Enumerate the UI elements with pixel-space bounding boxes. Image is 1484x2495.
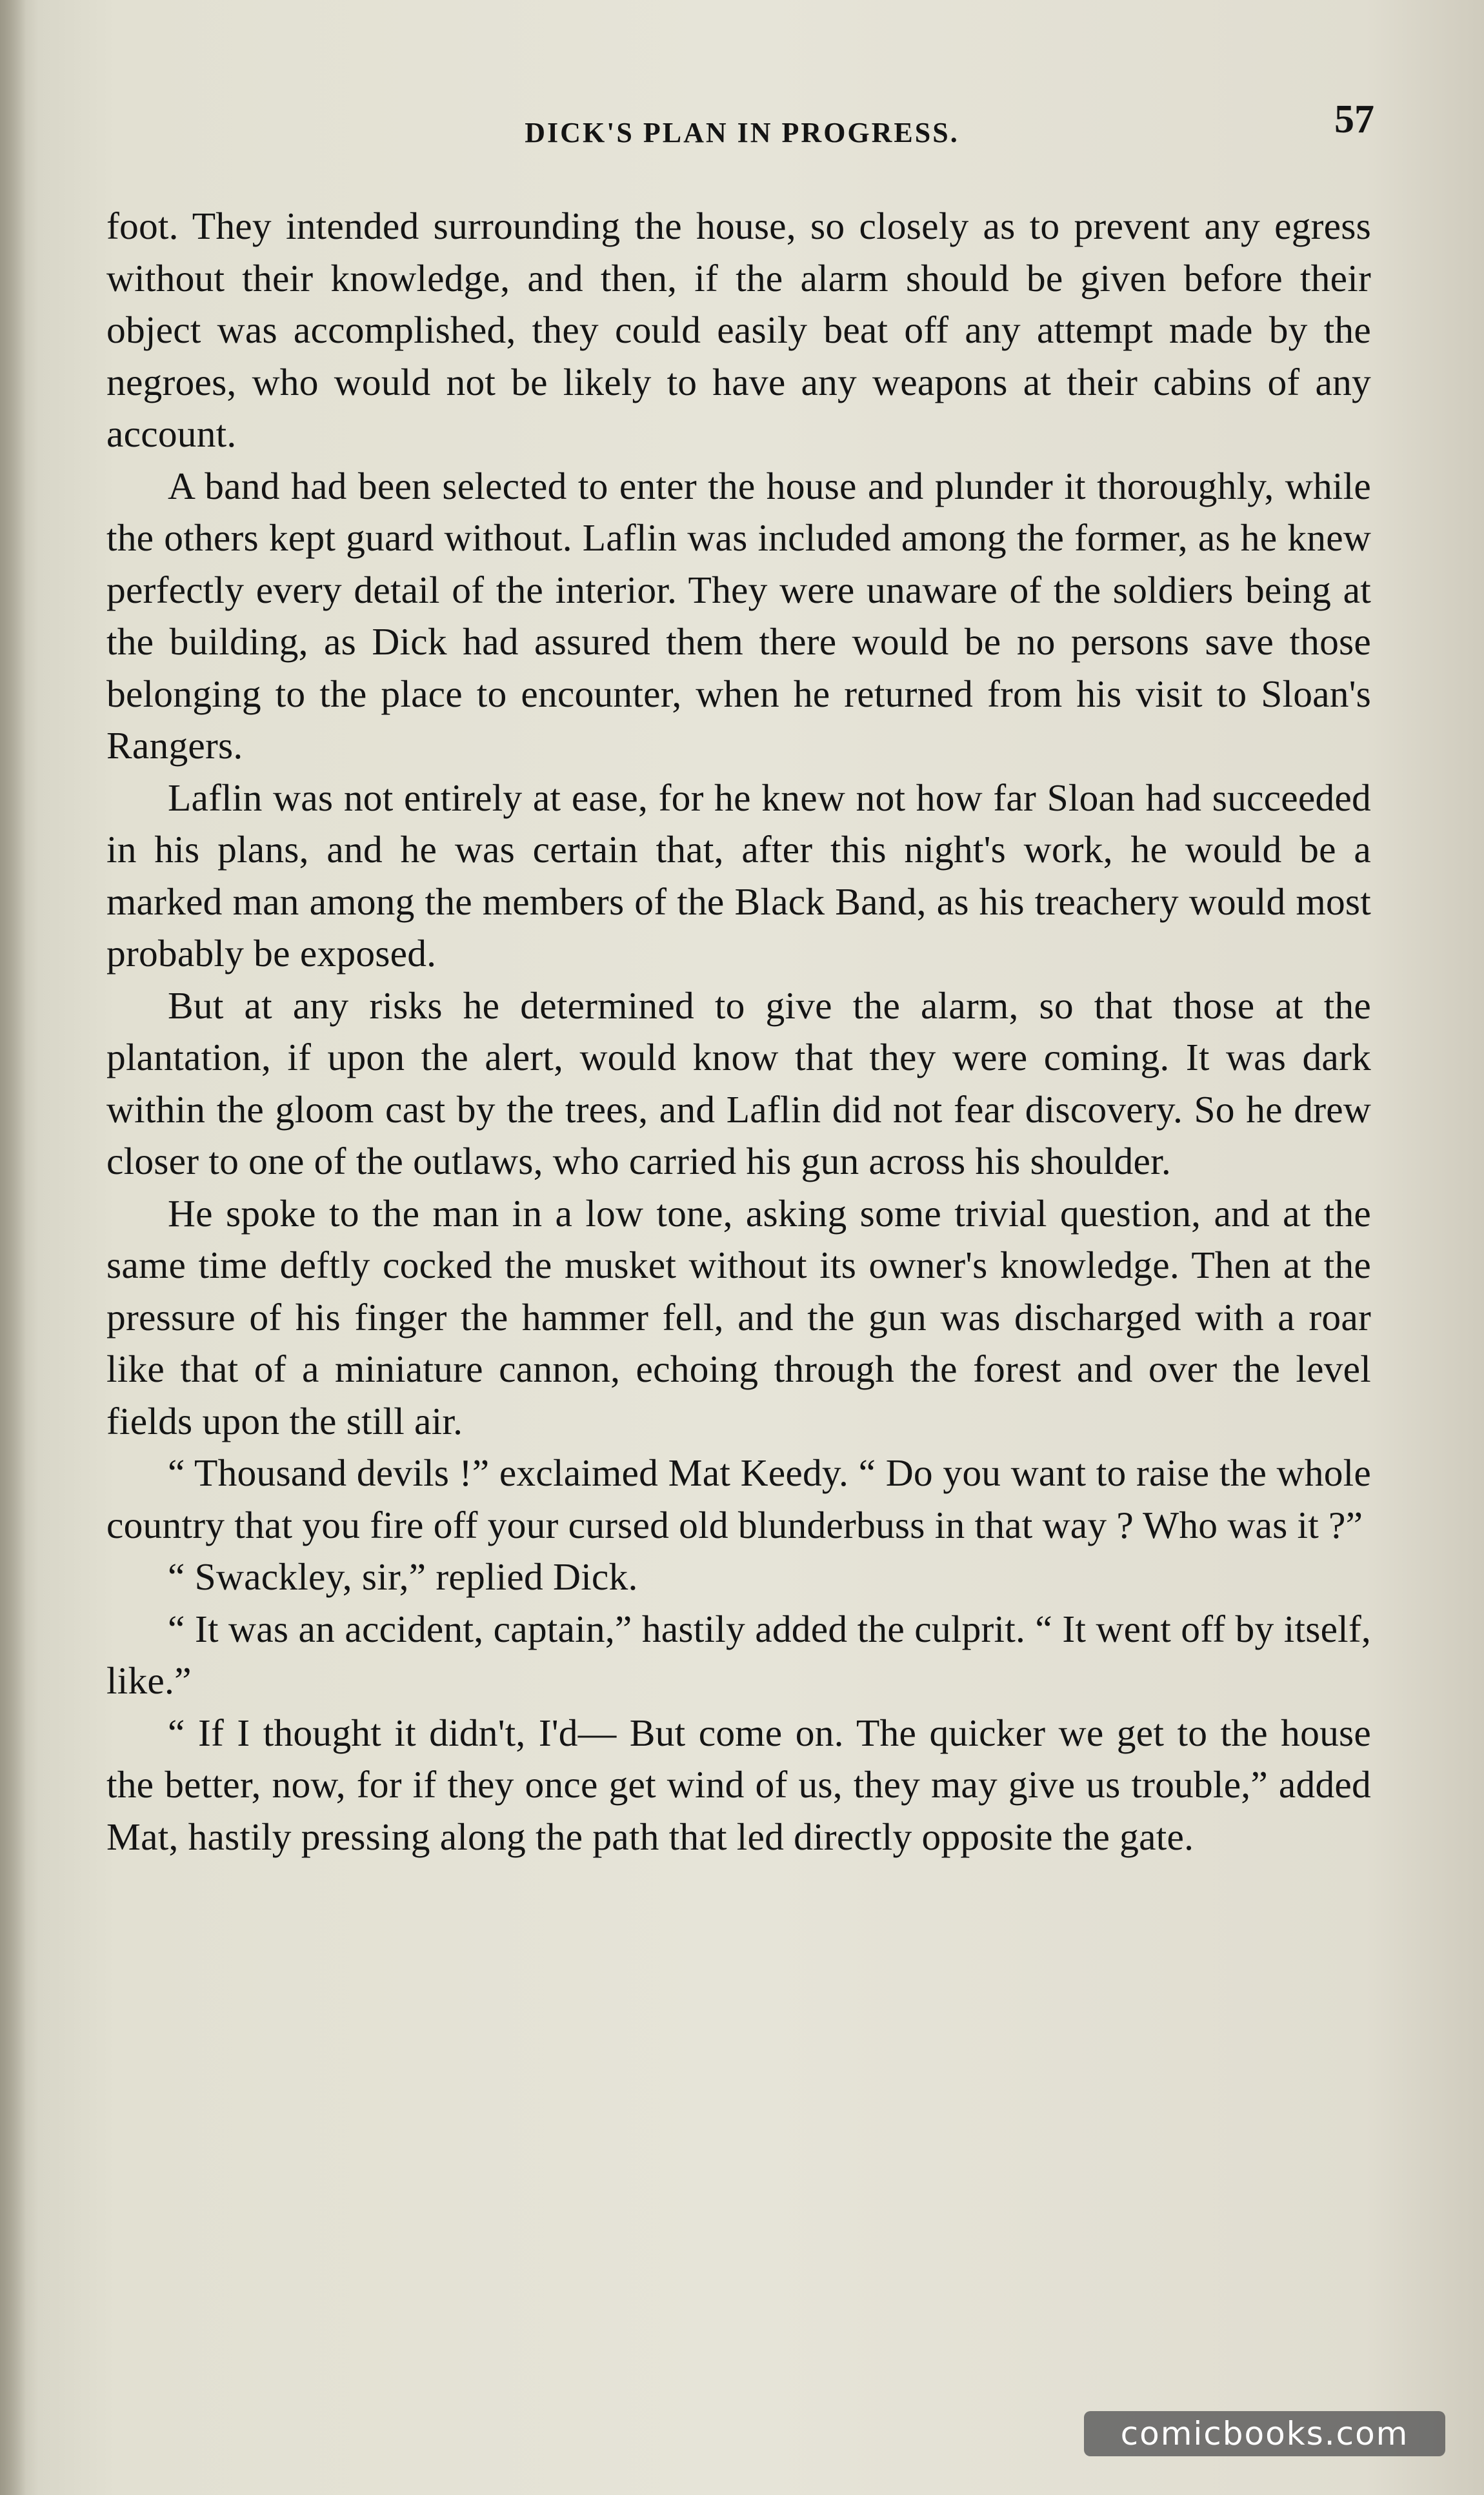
- watermark: comicbooks.com: [1084, 2411, 1445, 2456]
- running-head: DICK'S PLAN IN PROGRESS.: [525, 117, 959, 148]
- paragraph-5: He spoke to the man in a low tone, asking some trivial question, and at the same time deftly cocked the musket without its owner's knowledge. Then at the pressure of his finger the hammer fell, and the gun was discharged with a roar like that of a miniature cannon, echoing through the forest and over the level fields upon the still air.: [106, 1191, 1371, 1442]
- paragraph-8: “ It was an accident, captain,” hastily added the culprit. “ It went off by itself, like.”: [106, 1607, 1371, 1702]
- body-text: [106, 200, 1371, 1863]
- paragraph-2: A band had been selected to enter the house and plunder it thoroughly, while the others kept guard without. Laflin was included among the former, as he knew perfectly every detail of the interior. They were unaware of the soldiers being at the building, as Dick had assured them there would be no persons save those belonging to the place to encounter, when he returned from his visit to Sloan's Rangers.: [106, 464, 1371, 767]
- paragraph-4: But at any risks he determined to give the alarm, so that those at the plantation, if upon the alert, would know that they were coming. It was dark within the gloom cast by the trees, and Laflin did not fear discovery. So he drew closer to one of the outlaws, who carried his gun across his shoulder.: [106, 984, 1371, 1182]
- paragraph-3: Laflin was not entirely at ease, for he knew not how far Sloan had succeeded in his plans, and he was certain that, after this night's work, he would be a marked man among the members of the Black Band, as his treachery would most probably be exposed.: [106, 776, 1371, 975]
- paragraph-6: “ Thousand devils !” exclaimed Mat Keedy. “ Do you want to raise the whole country that you fire off your cursed old blunderbuss in that way ? Who was it ?”: [106, 1451, 1371, 1546]
- paragraph-9: “ If I thought it didn't, I'd— But come on. The quicker we get to the house the better, now, for if they once get wind of us, they may give us trouble,” added Mat, hastily pressing along the path that led directly opposite the gate.: [106, 1711, 1371, 1858]
- page-header: [110, 97, 1374, 168]
- paragraph-7: “ Swackley, sir,” replied Dick.: [168, 1555, 638, 1598]
- page-edge-shadow: [0, 0, 26, 2495]
- paragraph-1: foot. They intended surrounding the house, so closely as to prevent any egress without their knowledge, and then, if the alarm should be given before their object was accomplished, they could easily beat off any attempt made by the negroes, who would not be likely to have any weapons at their cabins of any account.: [106, 205, 1371, 455]
- page-number: 57: [1334, 97, 1374, 141]
